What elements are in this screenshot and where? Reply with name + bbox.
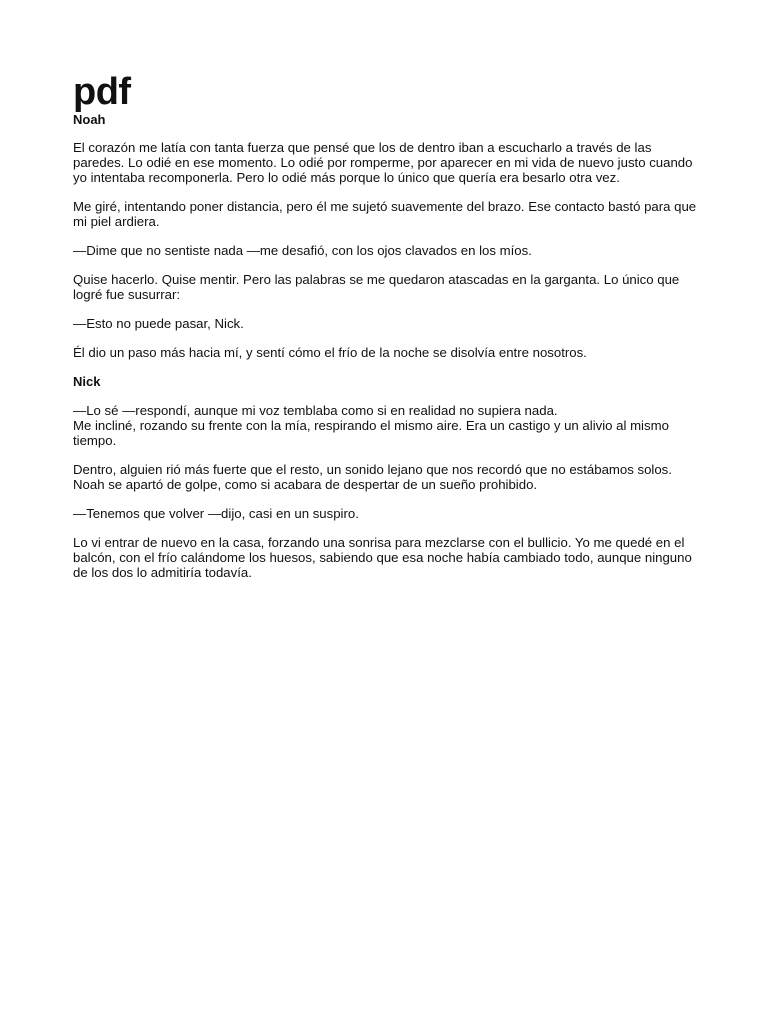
dialogue-line: —Esto no puede pasar, Nick. [73,316,244,331]
document-page [73,72,703,580]
section-heading-nick: Nick [73,374,101,389]
paragraph: Dentro, alguien rió más fuerte que el resto, un sonido lejano que nos recordó que no estábamos solos. Noah se apartó de golpe, como si acabara de despertar de un sueño prohibido. [73,462,672,492]
paragraph: Me incliné, rozando su frente con la mía, respirando el mismo aire. Era un castigo y un alivio al mismo tiempo. [73,418,669,448]
paragraph: Lo vi entrar de nuevo en la casa, forzando una sonrisa para mezclarse con el bullicio. Yo me quedé en el balcón, con el frío calándome los huesos, sabiendo que esa noche había cambiado todo, aunque ninguno de los dos lo admitiría todavía. [73,535,692,580]
paragraph: El corazón me latía con tanta fuerza que pensé que los de dentro iban a escucharlo a través de las paredes. Lo odié en ese momento. Lo odié por romperme, por aparecer en mi vida de nuevo justo cuando yo intentaba recomponerla. Pero lo odié más porque lo único que quería era besarlo otra vez. [73,140,693,185]
dialogue-line: —Dime que no sentiste nada —me desafió, con los ojos clavados en los míos. [73,243,532,258]
paragraph: Él dio un paso más hacia mí, y sentí cómo el frío de la noche se disolvía entre nosotros. [73,345,587,360]
dialogue-line: —Lo sé —respondí, aunque mi voz temblaba como si en realidad no supiera nada. [73,403,558,418]
section-heading-noah: Noah [73,112,106,127]
document-title: pdf [73,71,131,113]
paragraph: Me giré, intentando poner distancia, pero él me sujetó suavemente del brazo. Ese contacto bastó para que mi piel ardiera. [73,199,697,229]
paragraph: Quise hacerlo. Quise mentir. Pero las palabras se me quedaron atascadas en la garganta. Lo único que logré fue susurrar: [73,272,680,302]
dialogue-line: —Tenemos que volver —dijo, casi en un suspiro. [73,506,359,521]
